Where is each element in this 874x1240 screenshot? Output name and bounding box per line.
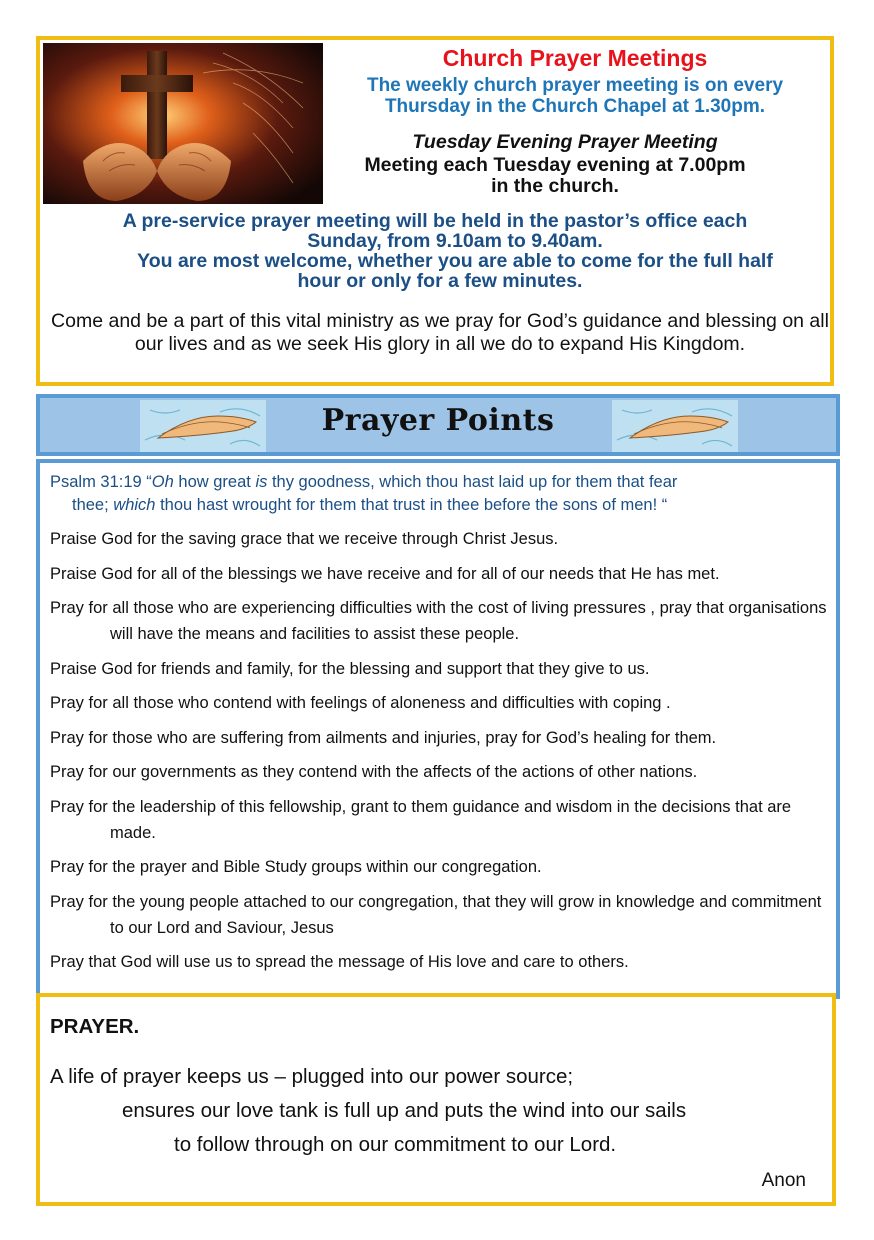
prayer-quote-section	[36, 993, 836, 1206]
prayer-line: to follow through on our commitment to our Lord.	[174, 1133, 617, 1156]
prayer-line: A life of prayer keeps us – plugged into our power source;	[50, 1065, 574, 1088]
tuesday-meeting-line: Meeting each Tuesday evening at 7.00pm	[364, 154, 746, 176]
prayer-line: ensures our love tank is full up and puts the wind into our sails	[122, 1099, 687, 1122]
prayer-points-header	[36, 394, 840, 456]
prayer-point: Pray that God will use us to spread the message of His love and care to others.	[50, 953, 629, 971]
psalm-ref: Psalm 31:19 “	[50, 473, 152, 491]
welcome-text	[40, 251, 840, 291]
psalm-text: how great	[173, 473, 256, 491]
tuesday-meeting-text	[330, 155, 780, 197]
prayer-points-title: Prayer Points	[321, 403, 555, 438]
psalm-text: thou hast wrought for them that trust in thee before the sons of men! “	[155, 496, 668, 514]
psalm-line-2	[50, 494, 830, 517]
welcome-line: You are most welcome, whether you are able to come for the full half	[137, 250, 773, 272]
prayer-point: Pray for all those who are experiencing difficulties with the cost of living pressures , pray that organisations will have the means and facilities to assist these people.	[50, 599, 827, 643]
tuesday-meeting-title: Tuesday Evening Prayer Meeting	[412, 131, 718, 153]
praying-hands-icon	[612, 400, 738, 452]
preservice-line: Sunday, from 9.10am to 9.40am.	[307, 230, 603, 252]
prayer-point: Pray for our governments as they contend with the affects of the actions of other nations.	[50, 763, 698, 781]
psalm-text: thee;	[72, 496, 114, 514]
psalm-italic: which	[113, 496, 156, 514]
meetings-title: Church Prayer Meetings	[442, 45, 708, 71]
weekly-meeting-text: The weekly church prayer meeting is on every Thursday in the Church Chapel at 1.30pm.	[366, 75, 784, 117]
preservice-line: A pre-service prayer meeting will be held in the pastor’s office each	[122, 210, 748, 232]
prayer-heading: PRAYER.	[50, 1015, 140, 1038]
prayer-point: Pray for the prayer and Bible Study groups within our congregation.	[50, 858, 542, 876]
prayer-author: Anon	[761, 1170, 806, 1191]
cross-hands-image	[43, 43, 323, 204]
psalm-text: thy goodness, which thou hast laid up for them that fear	[267, 473, 678, 491]
tuesday-meeting-line: in the church.	[491, 175, 619, 197]
psalm-verse	[50, 471, 830, 517]
prayer-point: Praise God for friends and family, for the blessing and support that they give to us.	[50, 659, 650, 678]
prayer-points-section	[36, 459, 840, 999]
prayer-point: Pray for the young people attached to our congregation, that they will grow in knowledge and commitment to our Lord and Saviour, Jesus	[50, 892, 822, 937]
prayer-points-list	[50, 526, 835, 984]
prayer-point: Pray for the leadership of this fellowship, grant to them guidance and wisdom in the decisions that are made.	[50, 797, 792, 842]
come-join-text: Come and be a part of this vital ministry as we pray for God’s guidance and blessing on all our lives and as we seek His glory in all we do to expand His Kingdom.	[51, 310, 829, 355]
prayer-point: Pray for those who are suffering from ailments and injuries, pray for God’s healing for them.	[50, 728, 717, 747]
meetings-section	[36, 36, 834, 386]
prayer-point: Praise God for all of the blessings we have receive and for all of our needs that He has met.	[50, 564, 720, 583]
psalm-italic: is	[255, 473, 268, 491]
preservice-meeting-text	[40, 211, 830, 251]
psalm-italic: Oh	[151, 473, 174, 491]
welcome-line: hour or only for a few minutes.	[297, 270, 583, 292]
prayer-point: Praise God for the saving grace that we receive through Christ Jesus.	[50, 530, 559, 548]
prayer-point: Pray for all those who contend with feelings of aloneness and difficulties with coping .	[50, 694, 671, 712]
cross-illustration	[43, 43, 323, 204]
